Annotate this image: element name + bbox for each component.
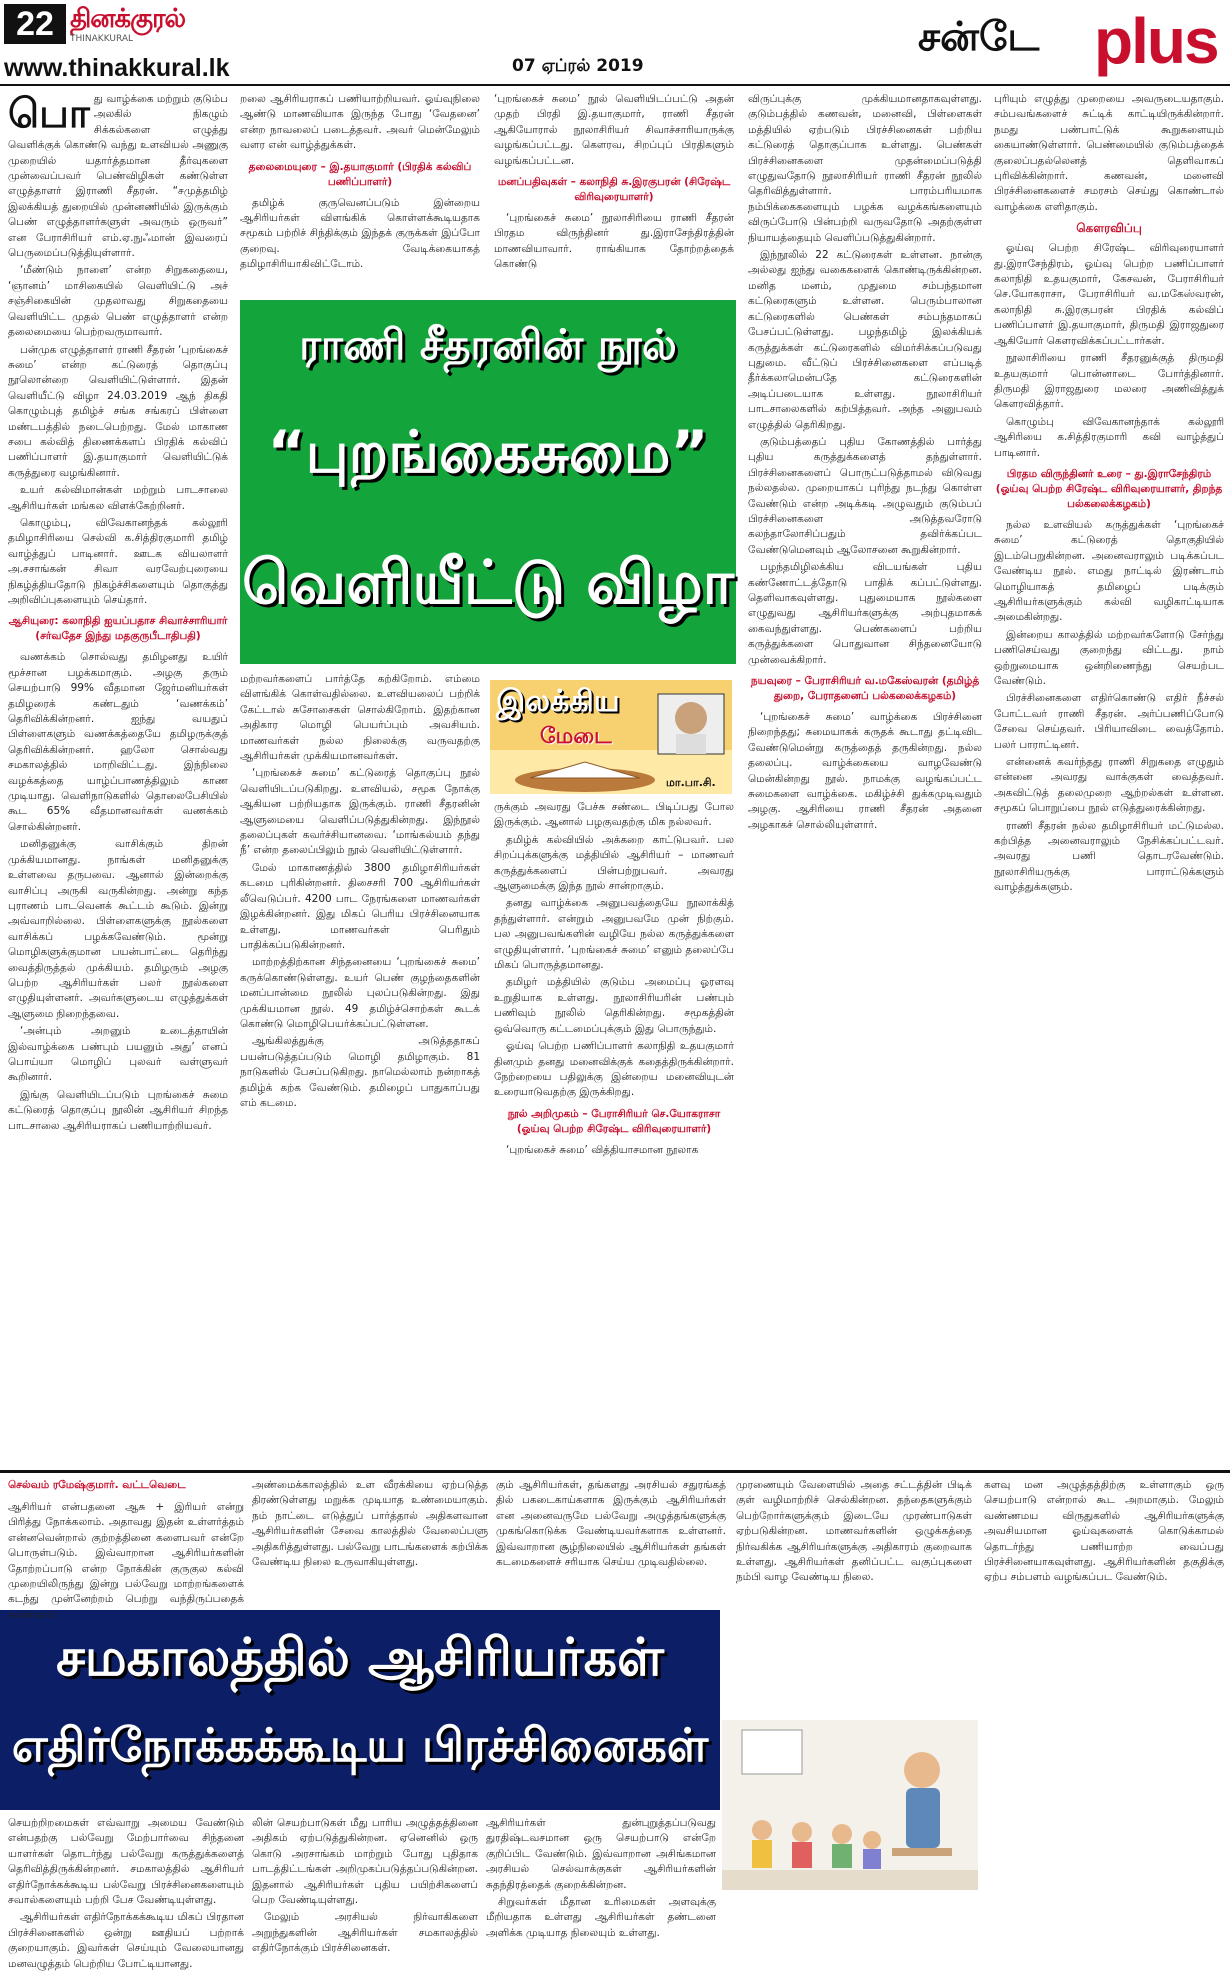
paragraph: தமிழர் மத்தியில் குடும்ப அமைப்பு ஓரளவு உறுதியாக உள்ளது. நூலாசிரியரின் பண்பும் பணிவும் நூலில் தெரிகின்றது. சமூகத்தின் ஒவ்வொரு கட்டமைப்புக்கும் இது பொருந்தும். <box>494 976 734 1035</box>
logo-title: தினக்குரல் <box>70 4 186 34</box>
paragraph: தமிழ்க் கல்வியில் அக்கறை காட்டுபவர். பல சிறப்புக்களுக்கு மத்தியில் ஆசிரியர் – மாணவர் கருத்துக்களைப் பின்பற்றுபவர். அவரது ஆளுமைக்கு இந்த நூல் சான்றாகும். <box>494 833 734 893</box>
paragraph: நல்ல உளவியல் கருத்துக்கள் ‘புறங்கைச் சுமை’ கட்டுரைத் தொகுதியில் இடம்பெறுகின்றன. அனைவராலும் படிக்கப்பட வேண்டிய நூல். எமது நாட்டில் இரண்டாம் மொழியாகத் தமிழைப் படிக்கும் ஆசிரியர்களுக்கும் கல்வி வழிகாட்டியாக அமைகின்றது. <box>994 518 1224 624</box>
paragraph: ‘புறங்கைச் சுமை’ வித்தியாசமான நூலாக <box>506 1143 699 1156</box>
paragraph: மேல் மாகாணத்தில் 3800 தமிழாசிரியர்கள் கடமை புரிகின்றனர். திசைசரி 700 ஆசிரியர்கள் லீவெடுப்பர். 4200 பாட நேரங்களை மாணவர்கள் இழக்கின்றனர். இது மிகப் பெரிய பிரச்சினையாக உள்ளது. மாணவர்கள் பெரிதும் பாதிக்கப்படுகின்றனர். <box>240 861 480 951</box>
headline-banner <box>240 300 736 664</box>
bottom-column-8 <box>486 1816 716 1939</box>
paragraph: பிரச்சினைகளை எதிர்கொண்டு எதிர் நீச்சல் போட்டவர் ராணி சீதரன். அர்ப்பணிப்போடு சேவை செய்தவர். பிரியாவிடை வைத்தோம். பலர் பாராட்டினர். <box>994 692 1224 751</box>
bottom-column-5 <box>984 1478 1224 1896</box>
paragraph: கொழும்பு, விவேகானந்தக் கல்லூரி தமிழாசிரியை செல்வி க.சித்திரகுமாரி தமிழ் வாழ்த்துப் பாடினார். ஊடக வியலாளர் அ.சசாங்கன் சிவா வரவேற்புரையை நிகழ்த்தியதோடு நிகழ்ச்சிகளையும் தொகுத்து அறிவிப்புகளையும் செய்தார். <box>8 516 228 606</box>
paragraph: ஆசிரியர் என்பதனை ஆசு + இரியர் என்று பிரித்து நோக்கலாம். அதாவது இதன் உள்ளர்த்தம் என்னவென்றால் குற்றத்தினை களைபவர் என்றே பொருள்படும். இவ்வாறான ஆசிரியர்களின் தோற்றப்பாடு என்ற நோக்கின் குருகுல கல்வி முறையிலிருந்து இன்று பல்வேறு மாற்றங்களைக் கடந்து முன்னேற்றம் பெற்று வந்திருப்பதைக் காணலாம். <box>8 1501 244 1621</box>
article-column-5 <box>994 92 1224 1462</box>
headline-line-2: “புறங்கைசுமை” <box>267 418 709 486</box>
paragraph: றலை ஆசிரியராகப் பணியாற்றியவர். ஓய்வுநிலை ஆண்டு மாணவியாக இருந்த போது ‘வேதனை’ என்ற நாவலைப் படைத்தவர். அவர் மென்மேலும் வளர என் வாழ்த்துக்கள். <box>240 93 480 152</box>
paragraph: ராணி சீதரன் நல்ல தமிழாசிரியர் மட்டுமல்ல. கற்பித்த அனைவராலும் நேசிக்கப்பட்டவர். அவரது பணி தொடரவேண்டும். நூலாசிரியருக்கு பாராட்டுக்களும் வாழ்த்துக்களும். <box>994 819 1224 894</box>
paragraph: குடும்பத்தைப் புதிய கோணத்தில் பார்த்து புதிய கருத்துக்களைத் தந்துள்ளார். பிரச்சினைகளைப் பொருட்படுத்தாமல் விடுவது நல்லதல்ல. முறையாகப் புரிந்து நடந்து கொள்ள வேண்டும் என்ற அடிக்கடி அழுவதும் குடும்பப் பிரச்சினைகளை அடுத்தவரோடு கலந்தாலோசிப்பதும் தவிர்க்கப்பட வேண்டுமெனவும் ஆலோசனை கூறுகின்றார். <box>748 435 982 556</box>
paragraph: வணக்கம் சொல்வது தமிழனது உயிர் மூச்சான பழக்கமாகும். அழகு தரும் செயற்பாடு 99% வீதமான ஜேர்மனியர்கள் தமிழரைக் கண்டதும் ‘வணக்கம்’ தெரிவிக்கின்றனர். ஐந்து வயதுப் பிள்ளைகளும் வணக்கத்தையே தமிழருக்குத் தெரிவிக்கின்றனர். ஹலோ சொல்வது சமகாலத்தில் மாறிவிட்டது. இந்நிலை வழக்கத்தை யாழ்ப்பாணத்திலும் காண முடியாது. வெளிநாடுகளில் தொலைபேசியில் கூட 65% வீதமானவர்கள் வணக்கம் சொல்கின்றனர். <box>8 651 228 833</box>
section-divider <box>0 1470 1230 1473</box>
paragraph: புரியும் எழுத்து முறையை அவருடையதாகும். சம்பவங்களைச் சுட்டிக் காட்டியிருக்கின்றார். நமது பண்பாட்டுக் கூறுகளையும் கையாண்டுள்ளார். பெண்மையில் குடும்பத்தைக் குலைப்பதல்லெனத் தெளிவாகப் புரிவிக்கின்றார். கணவன், மனைவி பிரச்சினைகளைச் சமரசம் செய்து கொண்டால் வாழ்க்கை எளிதாகும். <box>994 93 1224 213</box>
headline-line-3: வெளியீட்டு விழா <box>242 548 734 618</box>
paragraph: விருப்புக்கு முக்கியமானதாகவுள்ளது. குடும்பத்தில் கணவன், மனைவி, பிள்ளைகள் மத்தியில் ஏற்படும் பிரச்சினைகள் பற்றிய கட்டுரைத் தொகுப்பாக உள்ளது. பெண்கள் பிரச்சினைகளை முதன்மைப்படுத்தி எழுதுவதோடு நூலாசிரியர் ராணி சீதரன் நூலில் தெரிவித்துள்ளார். பாரம்பரியமாக நம்பிக்கைகளையும் பழக்க வழக்கங்களையும் விருப்போடு பின்பற்றி வருவதோடு அதற்குள்ள நியாயத்தையும் வெளிப்படுத்துகின்றார். <box>748 93 982 244</box>
headline-banner-2 <box>0 1610 720 1810</box>
paragraph: உயர் கல்விமான்கள் மற்றும் பாடசாலை ஆசிரியர்கள் மங்கல விளக்கேற்றினர். <box>8 484 228 512</box>
logo-subtitle: THINAKKURAL <box>70 34 134 44</box>
paragraph: நூலாசிரியை ராணி சீதரனுக்குத் திருமதி உதயகுமார் பொன்னாடை போர்த்தினார். திருமதி இராஜதுரை மலரை அணிவித்துக் கௌரவித்தார். <box>994 352 1224 411</box>
paragraph: ‘புறங்கைச் சுமை’ நூலாசிரியை ராணி சீதரன் பிரதம விருந்தினர் து.இராசேந்திரத்தின் மாணவியாவார். ராங்கியாக தோற்றத்தைக் கொண்டு <box>494 212 734 271</box>
speaker-byline: ஆசியுரை: கலாநிதி ஐயப்பதாச சிவாச்சாரியார் (சர்வதேச இந்து மதகுருபீடாதிபதி) <box>8 615 228 643</box>
paragraph: கொழும்பு விவேகானந்தாக் கல்லூரி ஆசிரியை க.சித்திரகுமாரி கவி வாழ்த்துப் பாடினார். <box>994 415 1224 459</box>
bottom-column-6 <box>8 1816 244 1970</box>
article-column-3-top <box>494 92 734 292</box>
site-url[interactable]: www.thinakkural.lk <box>4 54 230 82</box>
paragraph: அண்மைக்காலத்தில் உள வீரக்கியை ஏற்படுத்த திரண்டுள்ளது மறுக்க முடியாத உண்மையாகும். நம் நாட்டை எடுத்துப் பார்த்தால் அதிகளவான ஆசிரியர்களின் சேவை காலத்தில் வேலைப்பளு அதிகரித்துள்ளது. பல்வேறு பாடங்களைக் கற்பிக்க வேண்டிய நிலை உருவாகியுள்ளது. <box>252 1479 488 1569</box>
speaker-byline: தலைமையுரை – இ.தயாகுமார் (பிரதிக் கல்விப் பணிப்பாளர்) <box>248 160 472 188</box>
paragraph: ‘மீண்டும் நாளை’ என்ற சிறுகதையை, ‘ஞானம்’ மாசிகையில் வெளியிட்டு அச் சஞ்சிகையின் முதலாவது சிறுகதையை வெளியிட்ட முதல் பெண் எழுத்தாளர் என்ற தலைமையை பெற்றவருமாவார். <box>8 264 228 339</box>
article-column-3-bottom <box>494 800 734 1462</box>
headline-2-line-2: எதிர்நோக்கக்கூடிய பிரச்சினைகள் <box>11 1718 709 1772</box>
section-subhead: கௌரவிப்பு <box>1076 221 1142 236</box>
paragraph: பன்முக எழுத்தாளர் ராணி சீதரன் ‘புறங்கைச் சுமை’ என்ற கட்டுரைத் தொகுப்பு நூலொன்றை வெளியிட்டுள்ளார். இதன் வெளியீட்டு விழா 24.03.2019 ஆந் திகதி கொழும்புத் தமிழ்ச் சங்க சங்கரப் பிள்ளை மண்டபத்தில் நடைபெற்றது. மேல் மாகாண சபை கல்வித் திணைக்களப் பிரதிக் கல்விப் பணிப்பாளர் இ.தயாகுமார் வெளியிட்டுக் கருத்துரை வழங்கினார். <box>8 343 229 479</box>
paragraph: செயற்றிறமைகள் எவ்வாறு அமைய வேண்டும் என்பதற்கு பல்வேறு மேற்பார்வை சிந்தனை யாளர்கள் தொடர்ந்து பல்வேறு கருத்துக்களைத் தெரிவித்திருக்கின்றனர். சமகாலத்தில் ஆசிரியர் எதிர்நோக்கக்கூடிய பல்வேறு பிரச்சினைகளையும் சவால்களையும் பற்றி பேச வேண்டியுள்ளது. <box>8 1817 244 1907</box>
literature-title-2: மேடை <box>540 724 612 749</box>
literature-stage-box <box>490 680 732 794</box>
header-rule <box>0 84 1230 86</box>
speaker-byline: நயவுரை – பேராசிரியர் வ.மகேஸ்வரன் (தமிழ்த் துறை, பேராதனைப் பல்கலைக்கழகம்) <box>750 675 980 703</box>
bottom-column-3 <box>496 1478 726 1604</box>
paragraph: மற்றவர்களைப் பார்த்தே கற்கிறோம். எம்மை விளங்கிக் கொள்வதில்லை. உளவியலைப் பற்றிக் கேட்டால் சுசோசைகள் சொல்கிறோம். இதற்கான அதிகார மொழி பெயர்ப்பும் அவசியம். மாணவர்கள் நல்ல நிலைக்கு வருவதற்கு ஆசிரியர்கள் முக்கியமானவர்கள். <box>240 673 480 763</box>
bottom-column-1 <box>8 1500 244 1621</box>
speaker-byline: நூல் அறிமுகம் – பேராசிரியர் செ.யோகராசா (ஓய்வு பெற்ற சிரேஷ்ட விரிவுரையாளர்) <box>507 1107 721 1135</box>
paragraph: ஓய்வு பெற்ற சிரேஷ்ட விரிவுரையாளர் து.இராசேந்திரம், ஓய்வு பெற்ற பணிப்பாளர் கலாநிதி உதயகுமார், கேசவன், பேராசிரியர் செ.யோகராசா, பேராசிரியர் வ.மகேஸ்வரன், கலாநிதி சு.இரகுபரன் பிரதிக் கல்விப் பணிப்பாளர் இ.தயாகுமார், திருமதி இராஜதுரை ஆகியோர் கௌரவிக்கப்பட்டார்கள். <box>994 242 1224 347</box>
article-column-2-top <box>240 92 480 292</box>
section-logo <box>918 6 1224 82</box>
bottom-column-4 <box>736 1478 972 1714</box>
paragraph: பழந்தமிழிலக்கிய விடயங்கள் புதிய கண்ணோட்டத்தோடு பாதிக் கப்பட்டுள்ளது. தெளிவாகவுள்ளது. புதுமையாக நூல்களை எழுதுவது ஆசிரியர்களுக்கு அற்புதமாகக் கைவந்துள்ளது. பெண்களைப் பற்றிய கருத்துக்களை பொதுவான சிந்தனையோடு முன்வைக்கிறார். <box>748 561 982 666</box>
article-column-4 <box>748 92 982 1462</box>
paragraph: மாற்றத்திற்கான சிந்தனையை ‘புறங்கைச் சுமை’ கருக்கொண்டுள்ளது. உயர் பெண் குழந்தைகளின் மனப்பான்மை நூலில் புலப்படுகின்றது. இது முக்கியமான நூல். 49 தமிழ்ச்சொற்கள் கூடக் கொண்டு மொழிபெயர்க்கப்பட்டுள்ளன. <box>240 956 480 1030</box>
paragraph: முரணையும் வேளையில் அதை சட்டத்தின் பிடிக் குள் வழிமாற்றிச் செல்கின்றன. தந்தைகளுக்கும் பெற்றோர்களுக்கும் இடையே முரண்பாடுகள் ஏற்படுகின்றன. மாணவர்களின் ஒழுக்கத்தை நிர்வகிக்க ஆசிரியர்களுக்கு அதிகாரம் குறைவாக உள்ளது. ஆசிரியர்கள் தனிப்பட்ட வகுப்புகளை நம்பி வாழ வேண்டிய நிலை. <box>736 1479 972 1584</box>
paragraph: இங்கு வெளியிடப்படும் புறங்கைச் சுமை கட்டுரைத் தொகுப்பு நூலின் ஆசிரியர் சிறந்த பாடசாலை ஆசிரியராகப் பணியாற்றியவர். <box>8 1088 228 1132</box>
author-byline: செல்வம் ரமேஷ்குமார். வட்டவெடை <box>8 1479 186 1491</box>
paragraph: ஆசிரியர்கள் எதிர்நோக்கக்கூடிய மிகப் பிரதான பிரச்சினைகளில் ஒன்று ஊதியப் பற்றாக் குறையாகும். இவர்கள் செய்யும் வேலையானது மனவழுத்தம் பெற்றிய போட்டியானது. <box>8 1911 244 1970</box>
paragraph: ருக்கும் அவரது பேச்சு சண்டை பிடிப்பது போல இருக்கும். ஆனால் பழகுவதற்கு மிக நல்லவர். <box>494 801 734 829</box>
paragraph: ஓய்வு பெற்ற பணிப்பாளர் கலாநிதி உதயகுமார் தினமும் தனது மனைவிக்குக் கதைத்திருக்கின்றார். நேற்றையை பதிலுக்கு இன்றைய மனைவியுடன் உரையாடுவதற்கு இருக்கிறது. <box>494 1040 734 1099</box>
paragraph: கும் ஆசிரியர்கள், தங்களது அரசியல் சதுரங்கத் தில் பகடைகாய்களாக இருக்கும் ஆசிரியர்கள் என அனைவருமே பல்வேறு அழுத்தங்களுக்கு முகங்கொடுக்க வேண்டியவர்களாக உள்ளனர். இவ்வாறான சூழ்நிலையில் ஆசிரியர்கள் தங்கள் கடமைகளைச் சரியாக செய்ய முடிவதில்லை. <box>496 1479 726 1569</box>
bottom-column-7 <box>252 1816 478 1955</box>
literature-author: மா.பா.சி. <box>666 776 716 789</box>
literature-title-1: இலக்கிய <box>496 684 620 719</box>
paragraph: என்னைக் கவர்ந்தது ராணி சிறுகதை எழுதும் என்னை அவரது வாக்குகள் வைத்தவர். அகவிட்டுத் தலைமுறை ஆற்றல்கள் உள்ளன. சமூகப் பொறுப்பை நூல் எடுத்துரைக்கின்றது. <box>994 756 1224 815</box>
section-plus: plus <box>1094 5 1218 77</box>
paragraph: ‘புறங்கைச் சுமை’ நூல் வெளியிடப்பட்டு அதன் முதற் பிரதி இ.தயாகுமார், ராணி சீதரன் ஆகியோரால் நூலாசிரியர் சிவாச்சாரியாருக்கு வழங்கப்பட்டது. கௌரவ, சிறப்புப் பிரதிகளும் வழங்கப்பட்டன. <box>494 93 734 167</box>
teacher-children-image <box>722 1720 978 1890</box>
article-column-2-bottom <box>240 672 480 1462</box>
speaker-byline: மனப்பதிவுகள் – கலாநிதி சு.இரகுபரன் (சிரேஷ்ட விரிவுரையாளர்) <box>497 176 731 204</box>
paragraph: சிறுவர்கள் மீதான உரிமைகள் அளவுக்கு மீறியதாக உள்ளது ஆசிரியர்கள் தண்டனை அளிக்க முடியாத நிலையும் உள்ளது. <box>486 1896 716 1939</box>
classroom-illustration <box>722 1720 982 1890</box>
article-column-1 <box>8 92 228 1462</box>
page-number: 22 <box>4 4 66 44</box>
paragraph: லின் செயற்பாடுகள் மீது பாரிய அழுத்தத்தினை அதிகம் ஏற்படுத்துகின்றன. ஏனெனில் ஒரு கொடு அரசாங்கம் மாற்றும் போது புதிதாக பாடத்திட்டங்கள் அறிமுகப்படுத்தப்படுகின்றன. இதனால் ஆசிரியர்கள் புதிய பயிற்சிகளைப் பெற வேண்டியுள்ளது. <box>252 1817 478 1907</box>
paragraph: ‘புறங்கைச் சுமை’ வாழ்க்கை பிரச்சினை நிறைந்தது; சுமையாகக் கருதக் கூடாது தட்டிவிட வேண்டுமென்று கருத்தைத் தருகின்றது. நல்ல தலைப்பு. வாழ்க்கையை வாழவேண்டு மென்கின்றது நூல். நாமக்கு வழங்கப்பட்ட சுமைகளை வாழ்க்கை. மகிழ்ச்சி துக்கமுடிவதும் அழகு. ஆசிரியை ராணி சீதரன் அதனை அழகாகச் சொல்லியுள்ளார். <box>748 711 982 831</box>
bottom-column-2 <box>252 1478 488 1604</box>
headline-2-line-1: சமகாலத்தில் ஆசிரியர்கள் <box>56 1628 664 1688</box>
paragraph: மேலும் அரசியல் நிர்வாகிகளை அறுந்துகளின் ஆசிரியர்கள் சமகாலத்தில் எதிர்நோக்கும் பிரச்சினைகள். <box>252 1911 478 1955</box>
paragraph: ஆங்கிலத்துக்கு அடுத்ததாகப் பயன்படுத்தப்படும் மொழி தமிழாகும். 81 நாடுகளில் பேசப்படுகிறது. நாமெல்லாம் நன்றாகத் தமிழ்க் கற்க வேண்டும். தமிழைப் பாதுகாப்பது எம் கடமை. <box>240 1035 480 1109</box>
paragraph: து வாழ்க்கை மற்றும் குடும்ப அலகில் நிகழும் சிக்கல்களை எழுத்து வெளிக்குக் கொண்டு வந்து உளவியல் அணுகு முறையில் யதார்த்தமான தீர்வுகளை முன்வைப்பவர் பெண்விழிகள் கண்டுள்ள எழுத்தாளர் இராணி சீதரன். “சமுத்தமிழ் இலக்கியத் துறையில் முன்னணியில் இருக்கும் பெண் எழுத்தாளர்களுள் அவரும் ஒருவர்” என பேராசிரியர் எம்.ஏ.நுஃமான் இவரைப் பெருமைப்படுத்தியுள்ளார். <box>8 93 228 260</box>
paragraph: இன்றைய காலத்தில் மற்றவர்களோடு சேர்ந்து பணிசெய்வது குறைந்து விட்டது. நாம் ஒற்றுமையாக ஒன்றிணைந்து செயற்பட வேண்டும். <box>994 628 1224 687</box>
newspaper-logo <box>70 4 220 44</box>
paragraph: ஆசிரியர்கள் துன்புறுத்தப்படுவது துரதிஷ்டவசமான ஒரு செயற்பாடு என்றே குறிப்பிட வேண்டும். இவ்வாறான அசிங்கமான அரசியல் செல்வாக்குகள் ஆசிரியர்களின் சுதந்திரத்தைக் குறைக்கின்றன. <box>486 1817 716 1891</box>
paragraph: களவு மன அழுத்தத்திற்கு உள்ளாகும் ஒரு செயற்பாடு என்றால் கூட அறமாகும். மேலும் வண்ணமய விருதுகளில் ஆசிரியர்களுக்கு அவசியமான ஓய்வுகளைக் கொடுக்காமல் தொடர்ந்து பணியாற்ற வைப்பது பிரச்சினையாகவுள்ளது. ஆசிரியர்களின் தகுதிக்கு ஏற்ப சம்பளம் வழங்கப்பட வேண்டும். <box>984 1479 1224 1584</box>
issue-date: 07 ஏப்ரல் 2019 <box>512 56 644 76</box>
paragraph: இந்நூலில் 22 கட்டுரைகள் உள்ளன. நான்கு அல்லது ஐந்து வகைகளைக் கொண்டிருக்கின்றன. மனித மனம், முதுமை சம்பந்தமான கட்டுரைகளும் உள்ளன. பெரும்பாலான கட்டுரைகளில் பெண்கள் சம்பந்தமாகப் பேசப்பட்டுள்ளது. பழந்தமிழ் இலக்கியக் கருத்துக்கள் கட்டுரைகளில் விமர்சிக்கப்படுவது புதுமை. வீட்டுப் பிரச்சினைகளை எப்படித் தீர்க்கலாமென்பதே கட்டுரைகளின் அடிப்படையாக உள்ளது. நூலாசிரியர் பாடசாலைகளில் கற்பித்தவர். அந்த அனுபவம் எழுத்தில் தெரிகிறது. <box>748 249 982 431</box>
drop-cap: பொ <box>8 90 90 137</box>
headline-line-1: ராணி சீதரனின் நூல் <box>299 320 677 369</box>
speaker-byline: பிரதம விருந்தினர் உரை – து.இராசேந்திரம் (ஓய்வு பெற்ற சிரேஷ்ட விரிவுரையாளர், திறந்த பல்கலைக்கழகம்) <box>995 467 1223 510</box>
paragraph: மனிதனுக்கு வாசிக்கும் திறன் முக்கியமானது. நாங்கள் மனிதனுக்கு உள்ளவை தருபவை. ஆனால் இன்றைக்கு வாசிப்பு அருகி வருகின்றது. அன்று கந்த புராணம் பாடவெனக் கூட்டம் கூடும். இன்று அவ்வாறில்லை. பிள்ளைகளுக்கு நூல்களை வாசிக்கப் பழக்கவேண்டும். மூன்று மொழிகளுக்குமான பயன்பாட்டை தெரிந்து வைத்திருத்தல் முக்கியம். தமிழரும் அழகு பெற்ற ஆசிரியர்கள் பலர் நூல்களை எழுதியுள்ளனர். அவர்களுடைய எழுத்துக்கள் ஆளுமை நிறைந்தவை. <box>8 838 228 1020</box>
section-sunday: சன்டே <box>918 14 1040 60</box>
paragraph: தமிழ்க் குருவெனப்படும் இன்றைய ஆசிரியர்கள் விளங்கிக் கொள்ளக்கூடியதாக சமூகம் பற்றிச் சிந்திக்கும் இந்தக் குருக்கள் இப்போ குறைவு. வேடிக்கையாகத் தமிழாசிரியாகிவிட்டோம். <box>240 196 480 271</box>
paragraph: ‘புறங்கைச் சுமை’ கட்டுரைத் தொகுப்பு நூல் வெளியிடப்படுகிறது. உளவியல், சமூக நோக்கு ஆகியன பற்றியதாக இருக்கும். ராணி சீதரனின் ஆளுமையை வெளிப்படுத்துகின்றது. இந்நூல் தலைப்புகள் கவர்ச்சியானவை. ‘மாங்கல்யம் தந்து நீ’ என்ற தலைப்பிலும் நூல் வெளியிட்டுள்ளார். <box>240 767 480 857</box>
paragraph: ‘அன்பும் அறனும் உடைத்தாயின் இல்வாழ்க்கை பண்பும் பயனும் அது’ எனப் பொய்யா மொழிப் புலவர் வள்ளுவர் கூறினார். <box>8 1025 228 1084</box>
paragraph: தனது வாழ்க்கை அனுபவத்தையே நூலாக்கித் தந்துள்ளார். என்றும் அனுபவமே முன் நிற்கும். பல அனுபவங்களின் வழியே நல்ல கருத்துக்களை எழுதியுள்ளார். ‘புறங்கைச் சுமை’ எனும் தலைப்பே மிகப் பொருத்தமானது. <box>494 897 734 972</box>
